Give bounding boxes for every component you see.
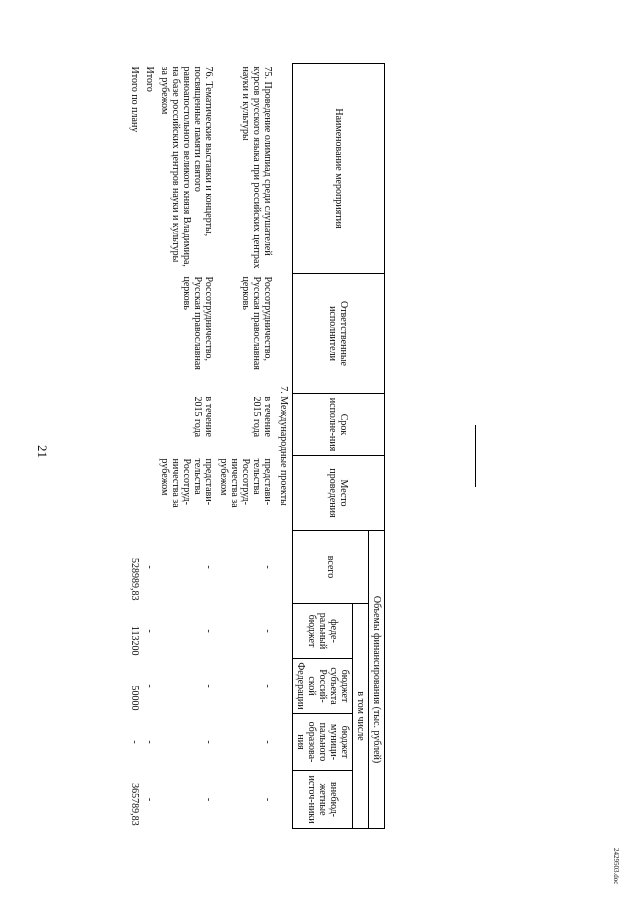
plan-total-row [127, 64, 142, 829]
page-number: 21 [35, 445, 50, 458]
separator-rule [475, 425, 476, 487]
row-subject: - [203, 684, 214, 688]
footer-filename: 2429503.doc [612, 848, 620, 885]
row-name: Проведение олимпиад среди слушателей курсов русского языка при российских центрах науки и культуры [240, 66, 273, 269]
total-label: Итого [144, 66, 155, 92]
header-total: всего [293, 531, 369, 604]
row-place: представи-тельства Россотруд-ничества за рубежом [159, 458, 214, 508]
section-title: 7. Международные проекты [278, 386, 289, 506]
plan-total-subject: 50000 [129, 685, 140, 711]
row-municipal: - [203, 740, 214, 744]
header-funding: Объемы финансирования (тыс. рублей) [369, 531, 385, 829]
total-subject: - [144, 684, 155, 688]
row-executors: Россотрудничество, Русская православная церковь [240, 276, 273, 370]
plan-total-federal: 113200 [129, 625, 140, 656]
header-municipal: бюджет муници-пального образова-ния [293, 714, 353, 771]
header-extra: внебюд-жетные источ-ники [293, 771, 353, 829]
row-number: 75. [262, 66, 273, 79]
table-row [216, 64, 275, 829]
row-term: в течение 2015 года [192, 396, 214, 438]
header-place: Место проведения [293, 456, 385, 531]
total-extra: - [144, 797, 155, 802]
table-row [157, 64, 216, 829]
row-municipal: - [262, 740, 273, 744]
total-total: - [144, 565, 155, 569]
total-federal: - [144, 629, 155, 633]
row-name: Тематические выставки и концерты, посвященные памяти святого равноапостольного великого князя Владимира, на базе российских центров науки и культуры за рубежом [159, 66, 214, 267]
row-federal: - [203, 629, 214, 633]
row-name-cell [157, 64, 216, 274]
rotated-table-container [70, 63, 385, 828]
plan-total-extra: 365789,83 [129, 783, 140, 826]
funding-table [127, 63, 385, 829]
header-name: Наименование мероприятия [293, 64, 385, 274]
row-name-cell [216, 64, 275, 274]
row-federal: - [262, 629, 273, 633]
plan-total-total: 528989,83 [129, 558, 140, 601]
header-executors: Ответственные исполнители [293, 274, 385, 394]
row-total: - [262, 565, 273, 569]
header-federal: феде-ральный бюджет [293, 604, 353, 659]
plan-total-municipal: - [129, 740, 140, 744]
header-term: Срок исполне-ния [293, 394, 385, 456]
row-extra: - [262, 797, 273, 802]
row-executors: Россотрудничество, Русская православная церковь [181, 276, 214, 370]
total-row [142, 64, 157, 829]
row-subject: - [262, 684, 273, 688]
total-municipal: - [144, 740, 155, 744]
header-subject: бюджет субъекта Россий-ской Федерации [293, 659, 353, 714]
row-term: в течение 2015 года [251, 396, 273, 438]
row-number: 76. [203, 66, 214, 79]
header-including: в том числе [353, 604, 369, 829]
plan-total-label: Итого по плану [129, 66, 140, 133]
row-place: представи-тельства Россотруд-ничества за рубежом [218, 458, 273, 508]
row-extra: - [203, 797, 214, 802]
row-total: - [203, 565, 214, 569]
